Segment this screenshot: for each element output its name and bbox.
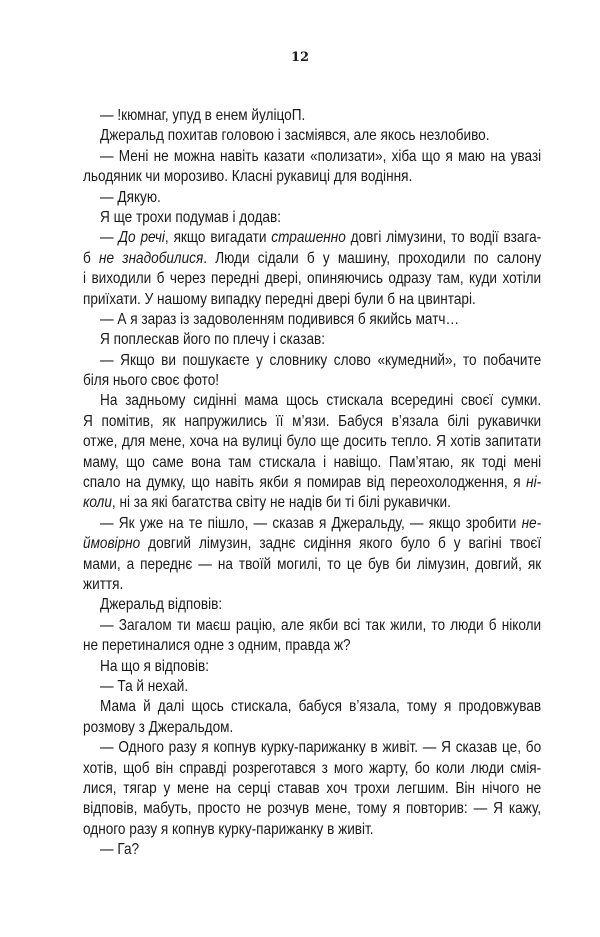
paragraph (83, 595, 541, 615)
text-line (83, 575, 541, 595)
text-segment: , якщо вигадати (164, 229, 272, 247)
text-line (83, 738, 541, 758)
text-line (83, 351, 541, 371)
text-line (83, 595, 541, 615)
paragraph (83, 310, 541, 330)
text-line (83, 453, 541, 473)
text-line (83, 677, 541, 697)
text-segment: — Якщо ви пошукаєте у словнику слово «кумедний», то побачите (100, 351, 542, 369)
page-number: 12 (290, 50, 310, 65)
paragraph (83, 228, 541, 310)
text-line (83, 555, 541, 575)
italic-text-segment: коли (83, 494, 112, 512)
paragraph (83, 147, 541, 188)
paragraph (83, 697, 541, 738)
text-line (83, 514, 541, 534)
text-line (83, 657, 541, 677)
text-segment: життя. (83, 575, 124, 593)
text-segment: лися, тягар у мене на серці ставав хоч трохи легшим. Він нічого не (83, 779, 542, 797)
text-line (83, 228, 541, 248)
paragraph (83, 330, 541, 350)
text-segment: Джеральд похитав головою і засміявся, але якось незлобиво. (100, 127, 490, 145)
text-line (83, 840, 541, 860)
italic-text-segment: ні- (526, 474, 542, 492)
text-line (83, 493, 541, 513)
text-segment: маму, що саме вона там стискала і навіщо. Пам’ятаю, як тоді мені (83, 453, 542, 471)
italic-text-segment: ймовірно (83, 535, 141, 553)
text-segment: — Га? (100, 841, 140, 859)
text-segment: — Загалом ти маєш рацію, але якби всі так жили, то люди б ніколи (100, 616, 542, 634)
text-segment: Я поплескав його по плечу і сказав: (100, 331, 326, 349)
text-line (83, 718, 541, 738)
text-segment: б (83, 249, 100, 267)
text-segment: приїхати. У нашому випадку передні двері були б на цвинтарі. (83, 290, 476, 308)
text-segment: — А я зараз із задоволенням подивився б якийсь матч… (100, 310, 460, 328)
text-line (83, 412, 541, 432)
italic-text-segment: не- (521, 514, 542, 532)
text-line (83, 310, 541, 330)
text-segment: Я ще трохи подумав і додав: (100, 208, 281, 226)
text-segment: одного разу я копнув курку-парижанку в живіт. (83, 820, 374, 838)
paragraph (83, 188, 541, 208)
text-segment: , ні за які багатства світу не надів би ті білі рукавички. (111, 494, 451, 512)
text-segment: — Одного разу я копнув курку-парижанку в живіт. — Я сказав це, бо (100, 739, 542, 757)
text-segment: — Мені не можна навіть казати «полизати», хіба що я маю на увазі (100, 147, 542, 165)
text-line (83, 697, 541, 717)
text-line (83, 147, 541, 167)
text-line (83, 208, 541, 228)
text-segment: — Дякую. (100, 188, 161, 206)
text-line (83, 820, 541, 840)
text-line (83, 330, 541, 350)
text-line (83, 188, 541, 208)
paragraph (83, 657, 541, 677)
paragraph (83, 208, 541, 228)
paragraph (83, 514, 541, 596)
text-line (83, 534, 541, 554)
text-segment: біля нього своє фото! (83, 372, 220, 390)
text-segment: відповів, мабуть, просто не розчув мене, тому я повторив: — Я кажу, (83, 800, 542, 818)
italic-text-segment: До речі (118, 229, 165, 247)
text-segment: Мама й далі щось стискала, бабуся в’язала, тому я продовжував (100, 698, 542, 716)
text-line (83, 290, 541, 310)
paragraph (83, 738, 541, 840)
paragraph (83, 840, 541, 860)
text-segment: і виходили б через передні двері, опиняючись одразу там, куди хотіли (83, 270, 542, 288)
text-segment: . Люди сідали б у машину, проходили по салону (203, 249, 542, 267)
text-segment: На що я відповів: (100, 657, 210, 675)
text-segment: розмову з Джеральдом. (83, 718, 234, 736)
text-line (83, 759, 541, 779)
text-line (83, 799, 541, 819)
text-segment: не перетиналися одне з одним, правда ж? (83, 637, 351, 655)
text-line (83, 432, 541, 452)
text-line (83, 779, 541, 799)
text-segment: отже, для мене, хоча на вулиці було ще досить тепло. Я хотів запитати (83, 433, 542, 451)
text-line (83, 269, 541, 289)
text-segment: спало на думку, що навіть якби я помирав від переохолодження, я (83, 474, 527, 492)
body-text (83, 106, 541, 860)
text-line (83, 106, 541, 126)
text-segment: — Як уже на те пішло, — сказав я Джеральду, — якщо зробити (100, 514, 522, 532)
text-line (83, 371, 541, 391)
text-line (83, 616, 541, 636)
text-line (83, 126, 541, 146)
italic-text-segment: не знадобилися (99, 249, 204, 267)
paragraph (83, 391, 541, 513)
text-segment: — !кюмнаг, упуд в енем йуліцоП. (100, 107, 306, 124)
text-segment: довгий лімузин, заднє сидіння якого було б у вагіні твоєї (140, 535, 542, 553)
text-segment: — (100, 229, 119, 247)
text-line (83, 167, 541, 187)
paragraph (83, 677, 541, 697)
text-segment: хотів, щоб він справді розреготався з мого жарту, бо коли люди смія- (83, 759, 542, 777)
text-segment: довгі лімузини, то водії взага- (345, 229, 542, 247)
text-line (83, 473, 541, 493)
text-segment: На задньому сидінні мама щось стискала всередині своєї сумки. (100, 392, 542, 410)
paragraph (83, 351, 541, 392)
text-segment: мами, а переднє — на твоїй могилі, то це був би лімузин, довгий, як (83, 555, 542, 573)
paragraph (83, 106, 541, 126)
paragraph (83, 126, 541, 146)
text-segment: — Та й нехай. (100, 677, 189, 695)
text-line (83, 391, 541, 411)
text-segment: Я помітив, як напружились її м’язи. Бабуся в’язала білі рукавички (83, 412, 542, 430)
italic-text-segment: страшенно (271, 229, 346, 247)
text-line (83, 636, 541, 656)
text-segment: Джеральд відповів: (100, 596, 223, 614)
text-segment: льодяник чи морозиво. Класні рукавиці для водіння. (83, 168, 413, 186)
text-line (83, 249, 541, 269)
paragraph (83, 616, 541, 657)
